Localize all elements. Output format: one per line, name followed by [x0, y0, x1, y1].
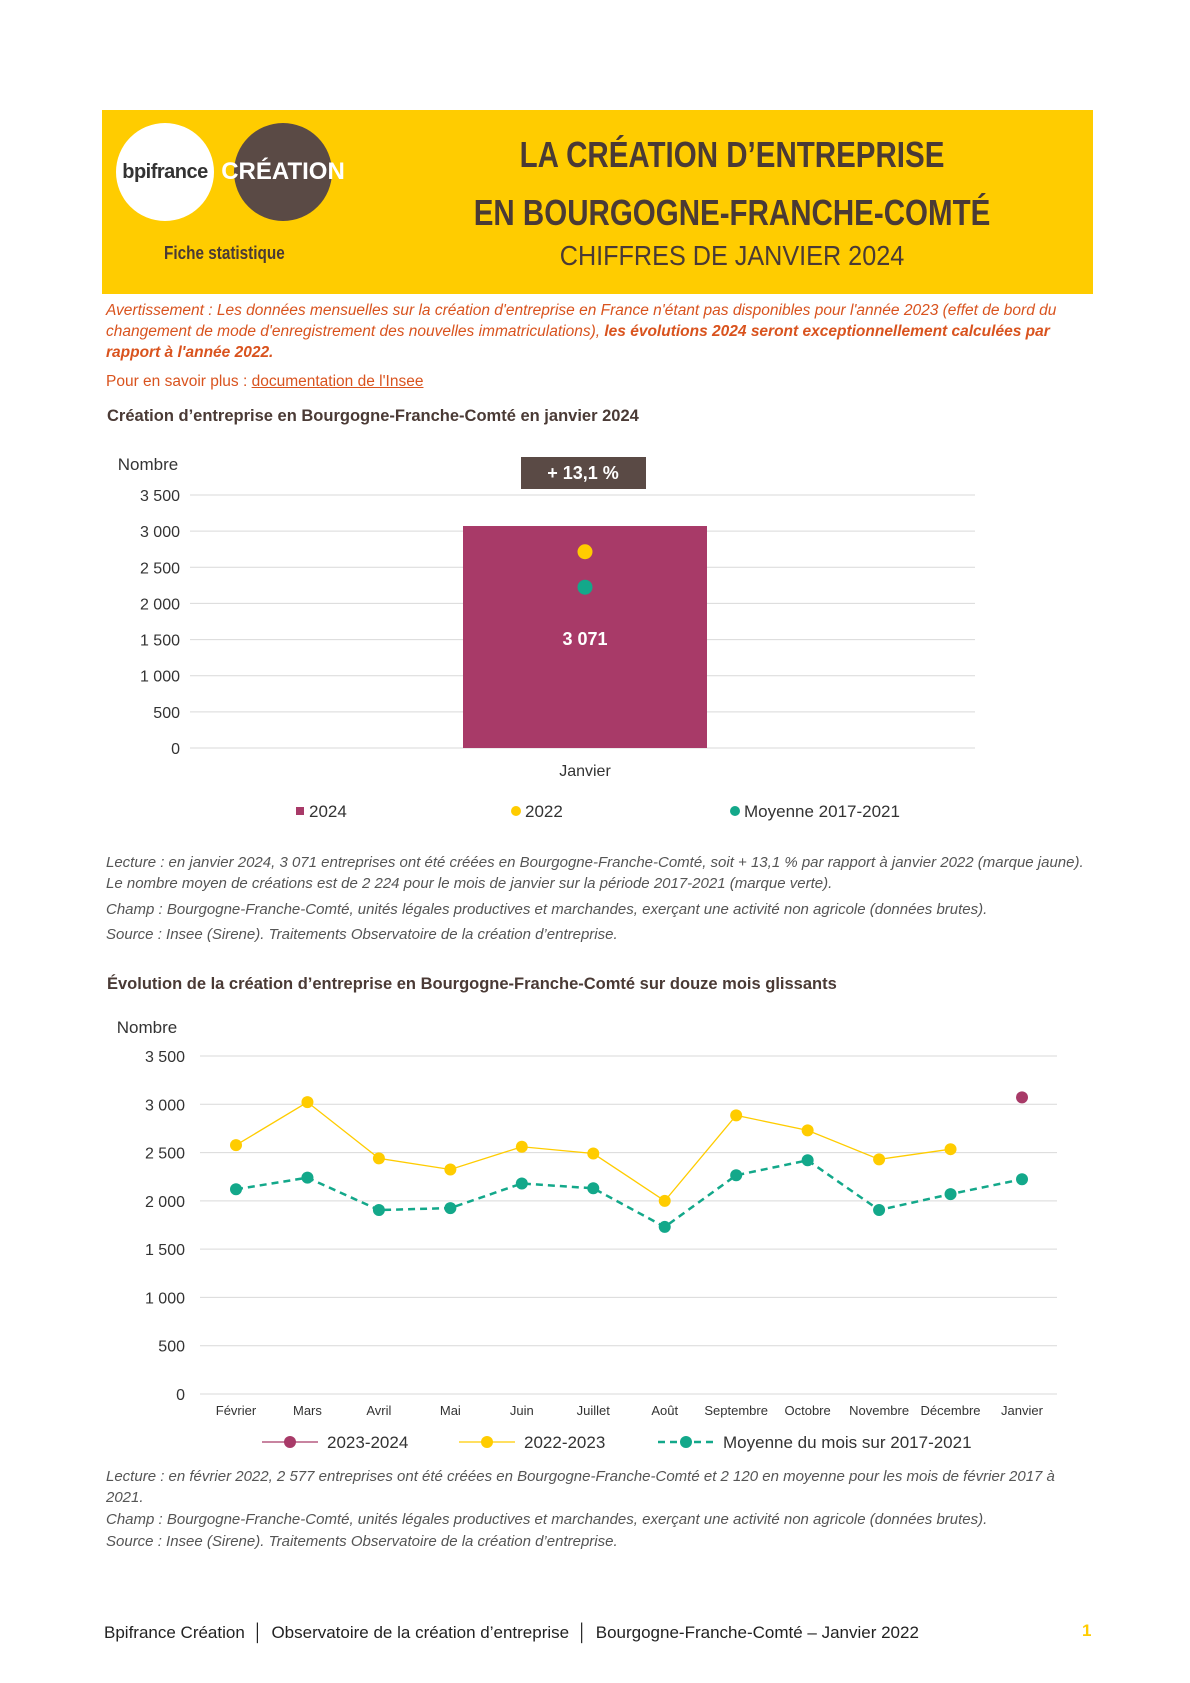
footer-separator: │	[252, 1623, 264, 1642]
chart1-legend-label: 2022	[525, 802, 563, 821]
creation-logo-text: CRÉATION	[221, 158, 345, 185]
insee-documentation-link[interactable]: documentation de l'Insee	[251, 373, 424, 390]
chart2-point-2022-2023	[516, 1141, 528, 1153]
chart1-ytick-label: 3 000	[139, 524, 180, 542]
chart1-ytick-label: 0	[171, 741, 180, 758]
chart1-champ: Champ : Bourgogne-Franche-Comté, unités légales productives et marchandes, exerçant une activité non agricole (données brutes).	[106, 901, 988, 918]
chart2-xtick-label: Janvier	[1001, 1403, 1043, 1418]
chart2-xtick-label: Mai	[439, 1403, 461, 1418]
footer-separator: │	[577, 1623, 588, 1642]
chart1-legend-swatch	[296, 807, 304, 815]
chart2-point-moyenne-du-mois-sur-2017-2021	[301, 1172, 313, 1184]
chart2-point-2022-2023	[301, 1096, 313, 1108]
chart2-legend-label: 2022-2023	[524, 1433, 606, 1452]
chart1-legend-swatch	[511, 806, 521, 816]
header-banner	[102, 110, 1093, 294]
chart2-point-moyenne-du-mois-sur-2017-2021	[1016, 1173, 1028, 1185]
chart2-ytick-label: 2 000	[144, 1193, 185, 1211]
chart2-legend-label: 2023-2024	[327, 1433, 409, 1452]
chart2-point-2022-2023	[230, 1139, 242, 1151]
chart1-lecture: Lecture : en janvier 2024, 3 071 entreprises ont été créées en Bourgogne-Franche-Comté, soit + 13,1 % par rapport à janvier 2022 (marque jaune). Le nombre moyen de créations est de 2 224 pour le mois de janvier sur la période 2017-2021 (marque verte).	[106, 854, 1084, 892]
page-number: 1	[1082, 1621, 1092, 1640]
chart1-badge-text: + 13,1 %	[547, 463, 619, 483]
chart2-ytick-label: 3 500	[144, 1049, 185, 1066]
footer-region-date: Bourgogne-Franche-Comté – Janvier 2022	[595, 1623, 919, 1642]
chart2-point-2022-2023	[730, 1109, 742, 1121]
chart2-point-2022-2023	[444, 1163, 456, 1175]
chart2-xtick-label: Juillet	[576, 1403, 610, 1418]
chart2-point-2022-2023	[373, 1152, 385, 1164]
chart2-ytick-label: 1 500	[144, 1242, 185, 1260]
chart2-xtick-label: Août	[651, 1403, 679, 1418]
chart2-point-moyenne-du-mois-sur-2017-2021	[873, 1204, 885, 1216]
chart1-ytick-label: 2 500	[139, 560, 180, 578]
page-title	[445, 126, 1019, 242]
chart2-legend-marker	[481, 1436, 493, 1448]
fiche-label: Fiche statistique	[164, 243, 285, 263]
chart2-point-2022-2023	[587, 1148, 599, 1160]
chart2-point-moyenne-du-mois-sur-2017-2021	[730, 1169, 742, 1181]
chart2-point-2022-2023	[659, 1195, 671, 1207]
chart1-marker-moyenne-2017-2021	[578, 580, 593, 595]
chart1-title: Création d’entreprise en Bourgogne-Franche-Comté en janvier 2024	[107, 407, 639, 425]
chart1-ytick-label: 1 000	[139, 668, 180, 686]
chart2-line-moyenne-du-mois-sur-2017-2021	[236, 1160, 1022, 1227]
chart1	[0, 440, 1190, 840]
chart1-source: Source : Insee (Sirene). Traitements Observatoire de la création d’entreprise.	[106, 926, 618, 943]
chart2-ytick-label: 3 000	[144, 1097, 185, 1115]
chart1-ytick-label: 2 000	[139, 596, 180, 614]
chart2-xtick-label: Février	[215, 1403, 257, 1418]
chart1-ytick-label: 500	[153, 704, 180, 722]
chart2-point-moyenne-du-mois-sur-2017-2021	[373, 1204, 385, 1216]
chart2-ytick-label: 0	[176, 1387, 185, 1404]
page-subtitle: CHIFFRES DE JANVIER 2024	[559, 240, 905, 271]
more-info-prefix: Pour en savoir plus :	[106, 373, 252, 390]
more-info	[106, 373, 423, 391]
chart2-notes	[106, 1466, 1086, 1552]
chart2-xtick-label: Septembre	[704, 1403, 768, 1418]
chart2-point-moyenne-du-mois-sur-2017-2021	[945, 1188, 957, 1200]
chart1-bar-label: 3 071	[562, 629, 608, 649]
bpifrance-logo	[116, 123, 214, 221]
chart2-point-moyenne-du-mois-sur-2017-2021	[516, 1177, 528, 1189]
chart2-legend-marker	[680, 1436, 692, 1448]
chart2-lecture: Lecture : en février 2022, 2 577 entreprises ont été créées en Bourgogne-Franche-Comté et 2 120 en moyenne pour les mois de février 2017 à 2021.	[106, 1468, 1055, 1506]
chart2-source: Source : Insee (Sirene). Traitements Observatoire de la création d’entreprise.	[106, 1533, 618, 1550]
chart2-xtick-label: Novembre	[849, 1403, 910, 1418]
chart1-marker-2022	[578, 544, 593, 559]
chart2-xtick-label: Juin	[509, 1403, 534, 1418]
chart2-xtick-label: Mars	[293, 1403, 322, 1418]
chart1-legend-label: 2024	[309, 802, 347, 821]
bpifrance-logo-text: bpifrance	[122, 160, 208, 183]
chart1-ylabel: Nombre	[117, 455, 179, 474]
chart2-champ: Champ : Bourgogne-Franche-Comté, unités légales productives et marchandes, exerçant une activité non agricole (données brutes).	[106, 1511, 988, 1528]
chart1-legend-label: Moyenne 2017-2021	[744, 802, 900, 821]
chart2-ylabel: Nombre	[116, 1018, 178, 1037]
chart2-point-2022-2023	[945, 1143, 957, 1155]
chart2-point-moyenne-du-mois-sur-2017-2021	[659, 1221, 671, 1233]
chart2-ytick-label: 2 500	[144, 1145, 185, 1163]
chart1-ytick-label: 3 500	[139, 488, 180, 505]
chart2-point-moyenne-du-mois-sur-2017-2021	[587, 1182, 599, 1194]
chart2-point-2022-2023	[802, 1124, 814, 1136]
title-line-2: EN BOURGOGNE-FRANCHE-COMTÉ	[473, 192, 991, 233]
chart2-point-moyenne-du-mois-sur-2017-2021	[444, 1202, 456, 1214]
footer-brand: Bpifrance Création	[104, 1623, 245, 1642]
chart2-legend-marker	[284, 1436, 296, 1448]
chart1-notes	[106, 852, 1086, 945]
chart2	[0, 1010, 1190, 1460]
chart2-xtick-label: Avril	[366, 1403, 392, 1418]
chart2-point-moyenne-du-mois-sur-2017-2021	[802, 1154, 814, 1166]
chart2-point-2023-2024	[1016, 1091, 1028, 1103]
chart2-ytick-label: 1 000	[144, 1290, 185, 1308]
warning-bold: les évolutions 2024 seront exceptionnellement calculées par rapport à l'année 2022.	[106, 323, 1050, 361]
footer	[104, 1623, 919, 1643]
chart2-point-moyenne-du-mois-sur-2017-2021	[230, 1183, 242, 1195]
chart2-xtick-label: Décembre	[920, 1403, 981, 1418]
chart1-category-label: Janvier	[559, 763, 611, 780]
chart2-title: Évolution de la création d’entreprise en Bourgogne-Franche-Comté sur douze mois glissants	[107, 975, 837, 993]
chart1-ytick-label: 1 500	[139, 632, 180, 650]
title-line-1: LA CRÉATION D’ENTREPRISE	[519, 134, 945, 175]
warning-body: Avertissement : Les données mensuelles sur la création d'entreprise en France n'étant pas disponibles pour l'année 2023 (effet de bord du changement de mode d'enregistrement des nouvelles immatriculations),	[106, 302, 1057, 340]
chart2-xtick-label: Octobre	[784, 1403, 831, 1418]
creation-logo	[221, 123, 345, 221]
footer-observatoire: Observatoire de la création d’entreprise	[271, 1623, 570, 1642]
chart2-point-2022-2023	[873, 1153, 885, 1165]
chart2-legend-label: Moyenne du mois sur 2017-2021	[723, 1433, 972, 1452]
warning-text	[106, 300, 1090, 363]
chart2-ytick-label: 500	[158, 1338, 185, 1356]
chart1-legend-swatch	[730, 806, 740, 816]
